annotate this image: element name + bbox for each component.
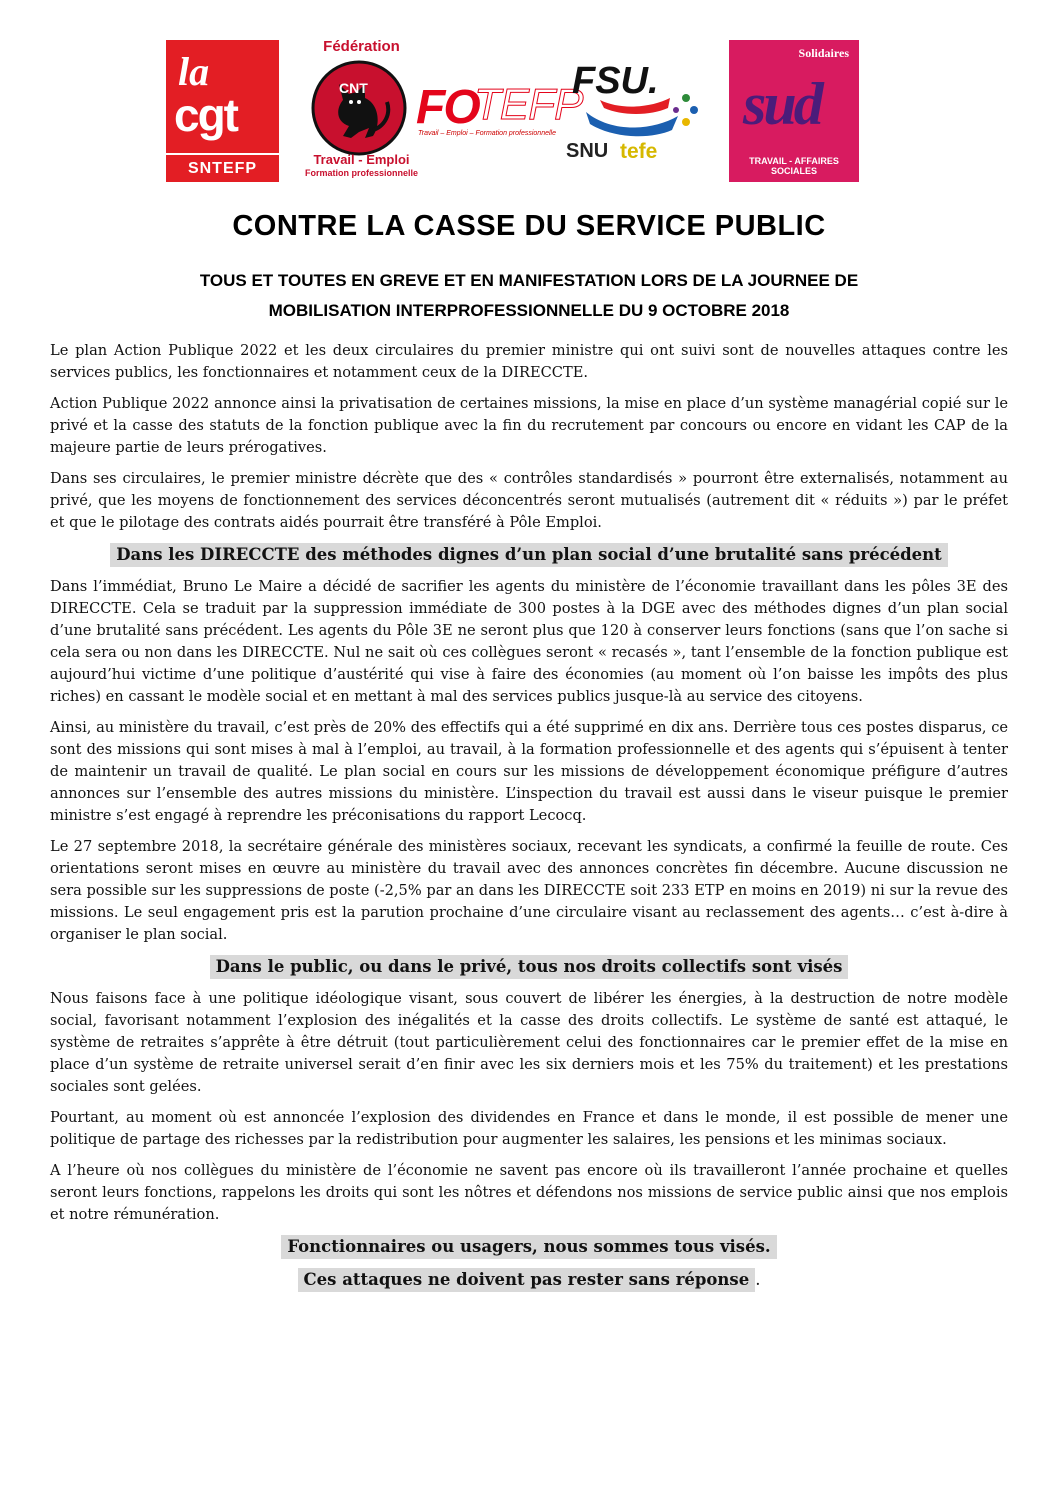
intro-paragraph-3: Dans ses circulaires, le premier ministre décrète que des « contrôles standardisés » pourront être externalisés, notamment au privé, que les moyens de fonctionnement des services déconcentrés seront mutualisés (autrement dit « réduits ») par le préfet et que le pilotage des contrats aidés pourrait être transféré à Pôle Emploi. bbox=[50, 470, 1008, 531]
fsu-logo-tefe: tefe bbox=[620, 140, 658, 163]
section-1-heading-text: Dans les DIRECCTE des méthodes dignes d’un plan social d’une brutalité sans précédent bbox=[110, 543, 948, 567]
cgt-logo-la: la bbox=[178, 49, 210, 94]
sud-logo-travail-affaires-sociales: TRAVAIL - AFFAIRES SOCIALES bbox=[749, 156, 839, 176]
closing-line-2-main: Ces attaques ne doivent pas rester sans réponse bbox=[303, 1270, 750, 1289]
page-title: CONTRE LA CASSE DU SERVICE PUBLIC bbox=[232, 210, 826, 242]
sud-logo bbox=[729, 40, 859, 182]
sud-logo-solidaires: Solidaires bbox=[798, 46, 849, 60]
cnt-logo-federation: Fédération bbox=[323, 38, 400, 55]
section-1-paragraph-1: Dans l’immédiat, Bruno Le Maire a décidé de sacrifier les agents du ministère de l’économie travaillant dans les pôles 3E des DIRECCTE. Cela se traduit par la suppression immédiate de 300 postes à la DGE avec des méthodes dignes d’un plan social d’une brutalité sans précédent. Les agents du Pôle 3E ne seront plus que 120 à conserver leurs fonctions (sans que l’on sache si cela sera ou non dans les DIRECCTE. Nul ne sait où ces collègues seront « recasés », tant l’ensemble de la fonction publique est aujourd’hui victime d’une politique d’austérité qui vise à faire des économies (au moment où l’on baisse les impôts des plus riches) en cassant le modèle social et en mettant à mal des services publics jusque-là au service des citoyens. bbox=[50, 578, 1008, 705]
page-subtitle bbox=[60, 266, 998, 326]
section-2-paragraph-2: Pourtant, au moment où est annoncée l’explosion des dividendes en France et dans le monde, il est possible de mener une politique de partage des richesses par la redistribution pour augmenter les salaires, les pensions et les minimas sociaux. bbox=[50, 1109, 1008, 1148]
cgt-logo-sntefp: SNTEFP bbox=[166, 153, 279, 182]
section-2-heading-text: Dans le public, ou dans le privé, tous nos droits collectifs sont visés bbox=[210, 955, 849, 979]
cnt-logo-formation: Formation professionnelle bbox=[304, 168, 418, 178]
section-2-heading bbox=[50, 955, 1008, 979]
cnt-logo bbox=[299, 40, 424, 186]
fsu-snu-logo bbox=[560, 40, 718, 186]
section-1-heading bbox=[50, 543, 1008, 567]
closing-line-2-period: . bbox=[755, 1270, 761, 1289]
fsu-logo-main: FSU. bbox=[572, 60, 659, 102]
cnt-logo-main: CNT bbox=[339, 80, 368, 96]
sud-logo-main: sud bbox=[743, 71, 821, 137]
fsu-logo-snu: SNU bbox=[566, 140, 609, 162]
cnt-logo-travail-emploi: Travail - Emploi bbox=[313, 152, 410, 167]
intro-paragraph-2: Action Publique 2022 annonce ainsi la privatisation de certaines missions, la mise en place d’un système managérial copié sur le privé et la casse des statuts de la fonction publique avec la fin du recrutement par concours ou encore en vidant les CAP de la majeure partie de leurs prérogatives. bbox=[50, 395, 1008, 456]
fo-logo-tefp: TEFP bbox=[474, 80, 583, 129]
document-body bbox=[50, 340, 1008, 1301]
section-1-paragraph-3: Le 27 septembre 2018, la secrétaire générale des ministères sociaux, recevant les syndicats, a confirmé la feuille de route. Ces orientations seront mises en œuvre au ministère du travail avec des annonces concrètes fin décembre. Aucune discussion ne sera possible sur les suppressions de poste (-2,5% par an dans les DIRECCTE soit 233 ETP en moins en 2019) ni sur la revue des missions. Le seul engagement pris est la parution prochaine d’une circulaire visant au reclassement des agents… c’est à-dire à organiser le plan social. bbox=[50, 838, 1008, 943]
cgt-logo-main: cgt bbox=[174, 89, 237, 141]
fsu-colored-dots-icon bbox=[560, 40, 718, 186]
subtitle-line-2: MOBILISATION INTERPROFESSIONNELLE DU 9 OCTOBRE 2018 bbox=[268, 301, 790, 320]
closing-line-2 bbox=[50, 1268, 1008, 1292]
fo-tefp-logo bbox=[412, 40, 583, 186]
section-2-paragraph-3: A l’heure où nos collègues du ministère de l’économie ne savent pas encore où ils travailleront l’année prochaine et quelles seront leurs fonctions, rappelons les droits qui sont les nôtres et défendons nos missions de service public ainsi que nos emplois et notre rémunération. bbox=[50, 1162, 1008, 1223]
subtitle-line-1: TOUS ET TOUTES EN GREVE ET EN MANIFESTATION LORS DE LA JOURNEE DE bbox=[199, 271, 859, 290]
section-2-paragraph-1: Nous faisons face à une politique idéologique visant, sous couvert de libérer les énergies, à la destruction de notre modèle social, favorisant notamment l’explosion des inégalités et la casse des droits collectifs. Le système de santé est attaqué, le système de retraites s’apprête à être détruit (tout particulièrement celui des fonctionnaires car le premier effet de la mise en place d’un système de retraite universel serait d’en finir avec les six derniers mois et les 75% du traitement) et les prestations sociales sont gelées. bbox=[50, 990, 1008, 1095]
fo-logo-main: FO bbox=[416, 81, 479, 134]
cgt-logo bbox=[166, 40, 279, 182]
section-1-paragraph-2: Ainsi, au ministère du travail, c’est près de 20% des effectifs qui a été supprimé en dix ans. Derrière tous ces postes disparus, ce sont des missions qui sont mises à mal à l’emploi, au travail, à la formation professionnelle et des agents qui s’épuisent à tenter de maintenir un travail de qualité. Le plan social en cours sur les missions de développement économique préfigure d’autres annonces sur l’ensemble des autres missions du ministère. L’inspection du travail est aussi dans le viseur puisque le premier ministre s’est engagé à reprendre les préconisations du rapport Lecocq. bbox=[50, 719, 1008, 824]
fo-logo-tagline: Travail – Emploi – Formation professionnelle bbox=[418, 130, 556, 137]
closing-line-1 bbox=[50, 1235, 1008, 1259]
closing-line-2-text bbox=[298, 1268, 756, 1292]
closing-line-1-text: Fonctionnaires ou usagers, nous sommes tous visés. bbox=[281, 1235, 776, 1259]
intro-paragraph-1: Le plan Action Publique 2022 et les deux circulaires du premier ministre qui ont suivi sont de nouvelles attaques contre les services publics, les fonctionnaires et notamment ceux de la DIRECCTE. bbox=[50, 342, 1008, 381]
